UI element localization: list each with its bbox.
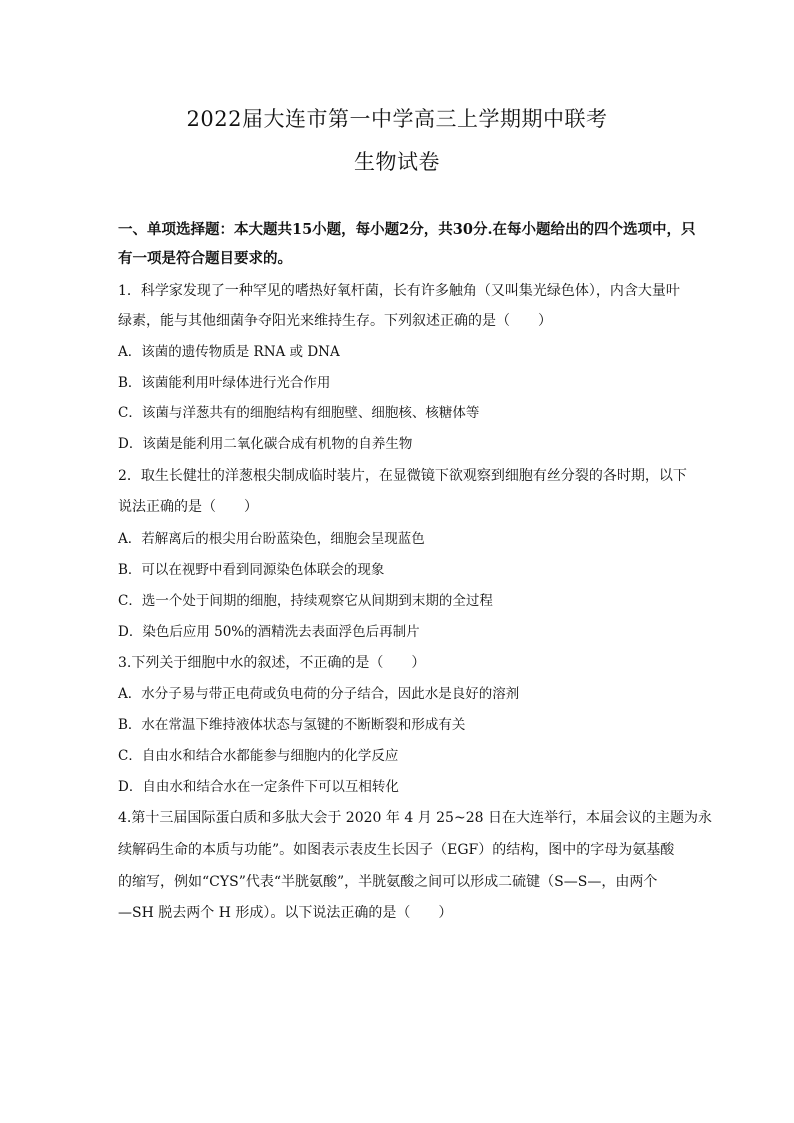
- question-2-option-a: A．若解离后的根尖用台盼蓝染色，细胞会呈现蓝色: [118, 531, 425, 547]
- question-3-stem-line-1: 3.下列关于细胞中水的叙述，不正确的是（ ）: [118, 655, 426, 671]
- question-1-stem-line-2: 绿素，能与其他细菌争夺阳光来维持生存。下列叙述正确的是（ ）: [118, 313, 552, 329]
- section-instructions-line-2: 有一项是符合题目要求的。: [118, 250, 292, 267]
- exam-title: 2022届大连市第一中学高三上学期期中联考: [186, 107, 608, 131]
- question-1-option-d: D．该菌是能利用二氧化碳合成有机物的自养生物: [118, 436, 413, 452]
- question-4-stem-line-3: 的缩写，例如“CYS”代表“半胱氨酸”，半胱氨酸之间可以形成二硫键（S—S—，由两个: [118, 874, 658, 890]
- question-1-option-a: A．该菌的遗传物质是 RNA 或 DNA: [118, 344, 340, 360]
- question-3-option-d: D．自由水和结合水在一定条件下可以互相转化: [118, 779, 399, 795]
- question-4-stem-line-2: 续解码生命的本质与功能”。如图表示表皮生长因子（EGF）的结构，图中的字母为氨基酸: [118, 842, 675, 858]
- question-2-option-b: B．可以在视野中看到同源染色体联会的现象: [118, 562, 385, 578]
- question-4-stem-line-1: 4.第十三届国际蛋白质和多肽大会于 2020 年 4 月 25~28 日在大连举行，本届会议的主题为永: [118, 810, 712, 826]
- question-1-stem-line-1: 1．科学家发现了一种罕见的嗜热好氧杆菌，长有许多触角（又叫集光绿色体），内含大量叶: [118, 283, 680, 299]
- question-3-option-a: A．水分子易与带正电荷或负电荷的分子结合，因此水是良好的溶剂: [118, 686, 520, 702]
- question-3-option-c: C．自由水和结合水都能参与细胞内的化学反应: [118, 748, 399, 764]
- question-2-option-c: C．选一个处于间期的细胞，持续观察它从间期到末期的全过程: [118, 593, 493, 609]
- question-1-option-c: C．该菌与洋葱共有的细胞结构有细胞壁、细胞核、核糖体等: [118, 405, 480, 421]
- exam-subject: 生物试卷: [354, 150, 440, 174]
- section-instructions-line-1: 一、单项选择题：本大题共15小题，每小题2分，共30分.在每小题给出的四个选项中，只: [118, 221, 696, 238]
- question-2-stem-line-1: 2．取生长健壮的洋葱根尖制成临时装片，在显微镜下欲观察到细胞有丝分裂的各时期，以下: [118, 468, 687, 484]
- question-1-option-b: B．该菌能利用叶绿体进行光合作用: [118, 375, 331, 391]
- question-2-option-d: D．染色后应用 50%的酒精洗去表面浮色后再制片: [118, 624, 420, 640]
- question-3-option-b: B．水在常温下维持液体状态与氢键的不断断裂和形成有关: [118, 717, 466, 733]
- question-4-stem-line-4: —SH 脱去两个 H 形成）。以下说法正确的是（ ）: [118, 905, 453, 921]
- question-2-stem-line-2: 说法正确的是（ ）: [118, 499, 258, 515]
